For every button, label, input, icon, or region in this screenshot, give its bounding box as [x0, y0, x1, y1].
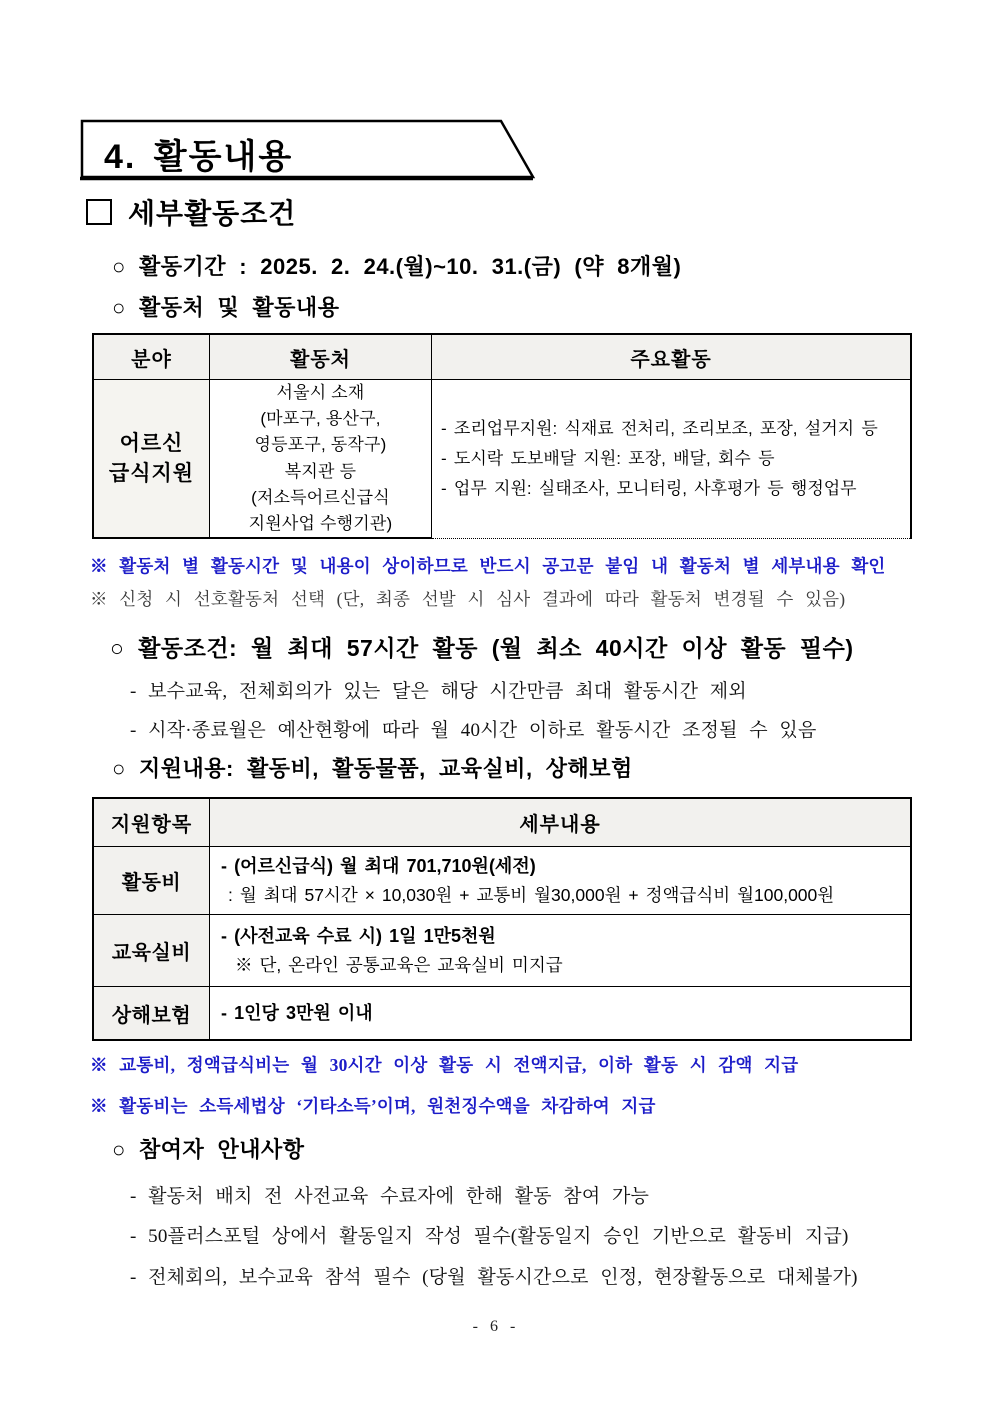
note-tax: ※ 활동비는 소득세법상 ‘기타소득’이며, 원천징수액을 차감하여 지급: [90, 1096, 656, 1116]
activity-line: - 도시락 도보배달 지원: 포장, 배달, 회수 등: [441, 449, 775, 468]
detail-line: - (어르신급식) 월 최대 701,710원(세전): [221, 855, 536, 876]
field-line: 어르신: [119, 431, 184, 455]
t2-header-detail: 세부내용: [210, 799, 910, 847]
condition-sub1: - 보수교육, 전체회의가 있는 달은 해당 시간만큼 최대 활동시간 제외: [130, 681, 747, 702]
t1-cell-activities: [432, 380, 910, 539]
field-line: 급식지원: [108, 461, 195, 485]
place-line: (마포구, 용산구,: [260, 408, 381, 428]
activity-line: - 업무 지원: 실태조사, 모니터링, 사후평가 등 행정업무: [441, 479, 857, 498]
t2-detail-activity-fee: [210, 847, 910, 915]
section-banner-title: 4. 활동내용: [104, 138, 294, 176]
section-banner: [80, 118, 540, 184]
t2-header-item: 지원항목: [94, 799, 210, 847]
t1-header-place: 활동처: [210, 335, 432, 380]
t2-detail-insurance: [210, 987, 910, 1039]
place-line: 복지관 등: [284, 461, 357, 481]
detail-line: : 월 최대 57시간 × 10,030원 + 교통비 월30,000원 + 정액급식비 월100,000원: [228, 884, 835, 905]
support-table: [92, 797, 912, 1041]
t2-item-education-fee: 교육실비: [94, 915, 210, 987]
square-bullet-icon: [86, 199, 112, 225]
t1-cell-place: [210, 380, 432, 539]
subsection-title-label: 세부활동조건: [128, 198, 297, 229]
activity-table: [92, 333, 912, 539]
place-line: 서울시 소재: [276, 382, 365, 402]
support-title-line: ○ 지원내용: 활동비, 활동물품, 교육실비, 상해보험: [112, 756, 633, 781]
t2-item-activity-fee: 활동비: [94, 847, 210, 915]
t1-cell-field: [94, 380, 210, 539]
note-preferred-place: ※ 신청 시 선호활동처 선택 (단, 최종 선발 시 심사 결과에 따라 활동처 변경될 수 있음): [90, 589, 846, 609]
condition-sub2: - 시작·종료월은 예산현황에 따라 월 40시간 이하로 활동시간 조정될 수 있음: [130, 720, 817, 741]
page-number: - 6 -: [472, 1318, 520, 1335]
note-check-details: ※ 활동처 별 활동시간 및 내용이 상이하므로 반드시 공고문 붙임 내 활동처 별 세부내용 확인: [90, 556, 886, 576]
t1-header-field: 분야: [94, 335, 210, 380]
subsection-title: [86, 192, 296, 232]
guide-title-line: ○ 참여자 안내사항: [112, 1137, 305, 1162]
activity-places-line: ○ 활동처 및 활동내용: [112, 295, 340, 320]
activity-period-line: ○ 활동기간 : 2025. 2. 24.(월)~10. 31.(금) (약 8개월): [112, 254, 682, 279]
guide-item-2: - 50플러스포털 상에서 활동일지 작성 필수(활동일지 승인 기반으로 활동비 지급): [130, 1226, 849, 1247]
t2-item-insurance: 상해보험: [94, 987, 210, 1039]
guide-item-3: - 전체회의, 보수교육 참석 필수 (당월 활동시간으로 인정, 현장활동으로 대체불가): [130, 1267, 858, 1288]
detail-line: ※ 단, 온라인 공통교육은 교육실비 미지급: [235, 954, 563, 975]
detail-line: - 1인당 3만원 이내: [221, 1002, 373, 1023]
place-line: 영등포구, 동작구): [254, 435, 387, 455]
guide-item-1: - 활동처 배치 전 사전교육 수료자에 한해 활동 참여 가능: [130, 1186, 650, 1207]
note-transport-meal: ※ 교통비, 정액급식비는 월 30시간 이상 활동 시 전액지급, 이하 활동 시 감액 지급: [90, 1055, 799, 1075]
place-line: 지원사업 수행기관): [248, 514, 393, 534]
t2-detail-education-fee: [210, 915, 910, 987]
detail-line: - (사전교육 수료 시) 1일 1만5천원: [221, 925, 496, 946]
t1-header-activity: 주요활동: [432, 335, 910, 380]
condition-title-line: ○ 활동조건: 월 최대 57시간 활동 (월 최소 40시간 이상 활동 필수): [110, 635, 854, 661]
place-line: (저소득어르신급식: [251, 487, 390, 507]
activity-line: - 조리업무지원: 식재료 전처리, 조리보조, 포장, 설거지 등: [441, 419, 878, 438]
